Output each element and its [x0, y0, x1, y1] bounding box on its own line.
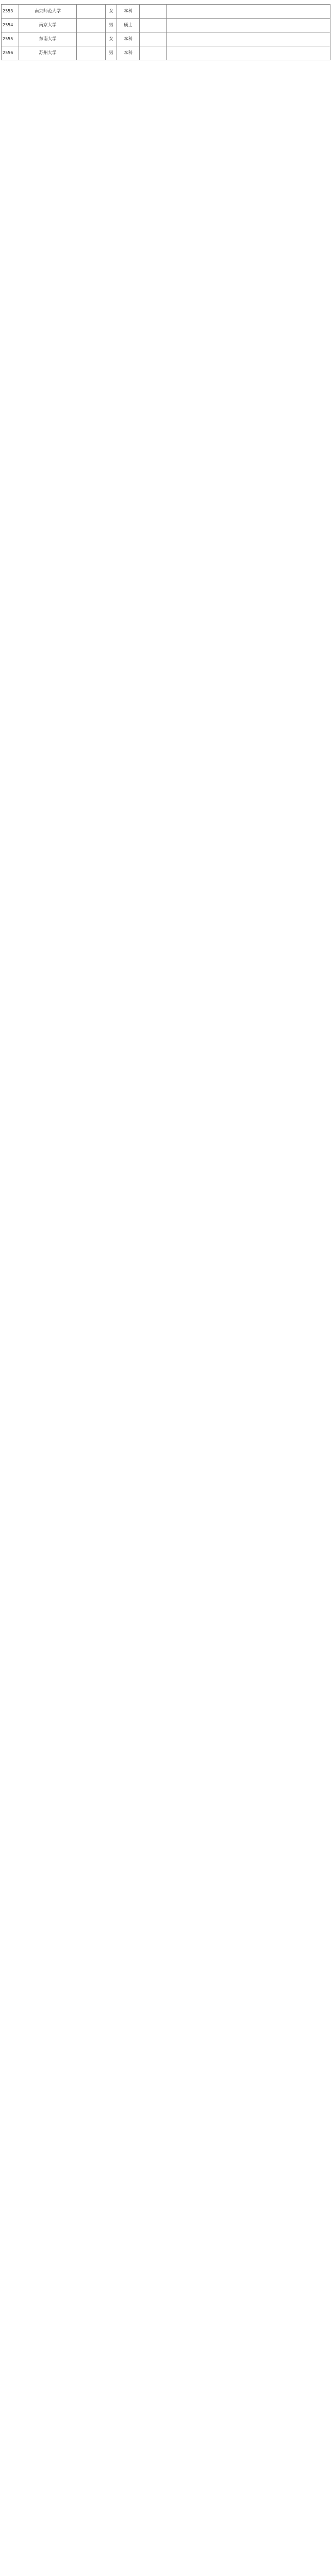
row-number: 2554 — [2, 19, 19, 32]
sex-cell: 男 — [106, 46, 117, 60]
major-cell — [140, 32, 167, 46]
major-cell — [140, 5, 167, 19]
major-cell — [140, 19, 167, 32]
sex-cell: 女 — [106, 5, 117, 19]
employer-cell — [167, 5, 330, 19]
employer-cell — [167, 46, 330, 60]
degree-cell: 本科 — [117, 32, 140, 46]
row-number: 2553 — [2, 5, 19, 19]
sex-cell: 男 — [106, 19, 117, 32]
name-cell — [77, 46, 106, 60]
table-row — [2, 32, 330, 46]
degree-cell: 本科 — [117, 46, 140, 60]
degree-cell: 本科 — [117, 5, 140, 19]
employer-cell — [167, 32, 330, 46]
row-number: 2556 — [2, 46, 19, 60]
table-body — [2, 5, 330, 60]
school-cell: 南京师范大学 — [19, 5, 77, 19]
name-cell — [77, 19, 106, 32]
name-cell — [77, 32, 106, 46]
school-cell: 苏州大学 — [19, 46, 77, 60]
degree-cell: 硕士 — [117, 19, 140, 32]
major-cell — [140, 46, 167, 60]
name-cell — [77, 5, 106, 19]
roster-table — [1, 4, 330, 60]
table-row — [2, 19, 330, 32]
row-number: 2555 — [2, 32, 19, 46]
employer-cell — [167, 19, 330, 32]
table-row — [2, 46, 330, 60]
table-row — [2, 5, 330, 19]
school-cell: 南京大学 — [19, 19, 77, 32]
school-cell: 东南大学 — [19, 32, 77, 46]
sex-cell: 女 — [106, 32, 117, 46]
